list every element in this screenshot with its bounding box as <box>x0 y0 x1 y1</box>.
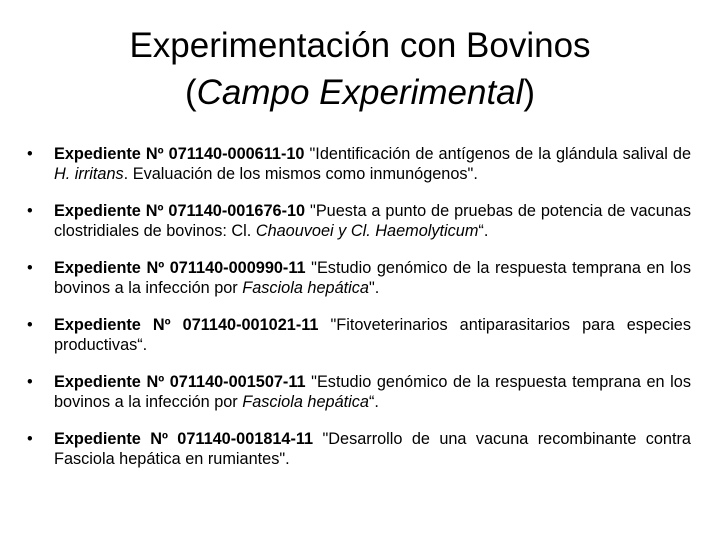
list-item <box>27 144 691 184</box>
item-text: "Puesta a punto de pruebas de potencia de vacunas clostridiales de bovinos: Cl. <box>54 202 692 240</box>
item-italic-text: Fasciola hepática <box>242 393 369 411</box>
item-text: "Fitoveterinarios antiparasitarios para especies productivas“. <box>54 316 691 354</box>
bullet-icon: • <box>27 259 33 277</box>
item-italic-text: Fasciola hepática <box>242 279 369 297</box>
item-text: "Desarrollo de una vacuna recombinante contra Fasciola hepática en rumiantes". <box>54 430 691 468</box>
bullet-icon: • <box>27 202 33 220</box>
list-item <box>27 429 691 469</box>
expediente-number: Expediente Nº 071140-000990-11 <box>54 259 306 277</box>
item-text-end: . Evaluación de los mismos como inmunógenos". <box>123 165 478 183</box>
title-line-2 <box>20 69 700 116</box>
list-item <box>27 372 691 412</box>
item-text: "Estudio genómico de la respuesta temprana en los bovinos a la infección por <box>54 259 691 297</box>
title-italic-text: Campo Experimental <box>196 73 524 112</box>
title-close-paren: ) <box>523 73 536 112</box>
list-item <box>27 201 691 241</box>
bullet-icon: • <box>27 430 33 448</box>
list-item <box>27 315 691 355</box>
expediente-number: Expediente Nº 071140-001021-11 <box>54 316 319 334</box>
title-line-1: Experimentación con Bovinos <box>129 26 591 65</box>
item-italic-text: H. irritans <box>54 165 124 183</box>
item-text: "Identificación de antígenos de la glándula salival de <box>304 145 691 163</box>
title-open-paren: ( <box>184 73 197 112</box>
item-text-end: “. <box>478 222 489 240</box>
expediente-list <box>27 144 691 486</box>
bullet-icon: • <box>27 373 33 391</box>
list-item <box>27 258 691 298</box>
item-text: "Estudio genómico de la respuesta temprana en los bovinos a la infección por <box>54 373 691 411</box>
bullet-icon: • <box>27 145 33 163</box>
expediente-number: Expediente Nº 071140-001814-11 <box>54 430 314 448</box>
item-text-end: ". <box>368 279 380 297</box>
bullet-icon: • <box>27 316 33 334</box>
item-italic-text: Chaouvoei y Cl. Haemolyticum <box>255 222 479 240</box>
expediente-number: Expediente Nº 071140-001676-10 <box>54 202 306 220</box>
item-text-end: “. <box>368 393 379 411</box>
expediente-number: Expediente Nº 071140-000611-10 <box>54 145 305 163</box>
slide-title <box>20 22 700 116</box>
expediente-number: Expediente Nº 071140-001507-11 <box>54 373 306 391</box>
